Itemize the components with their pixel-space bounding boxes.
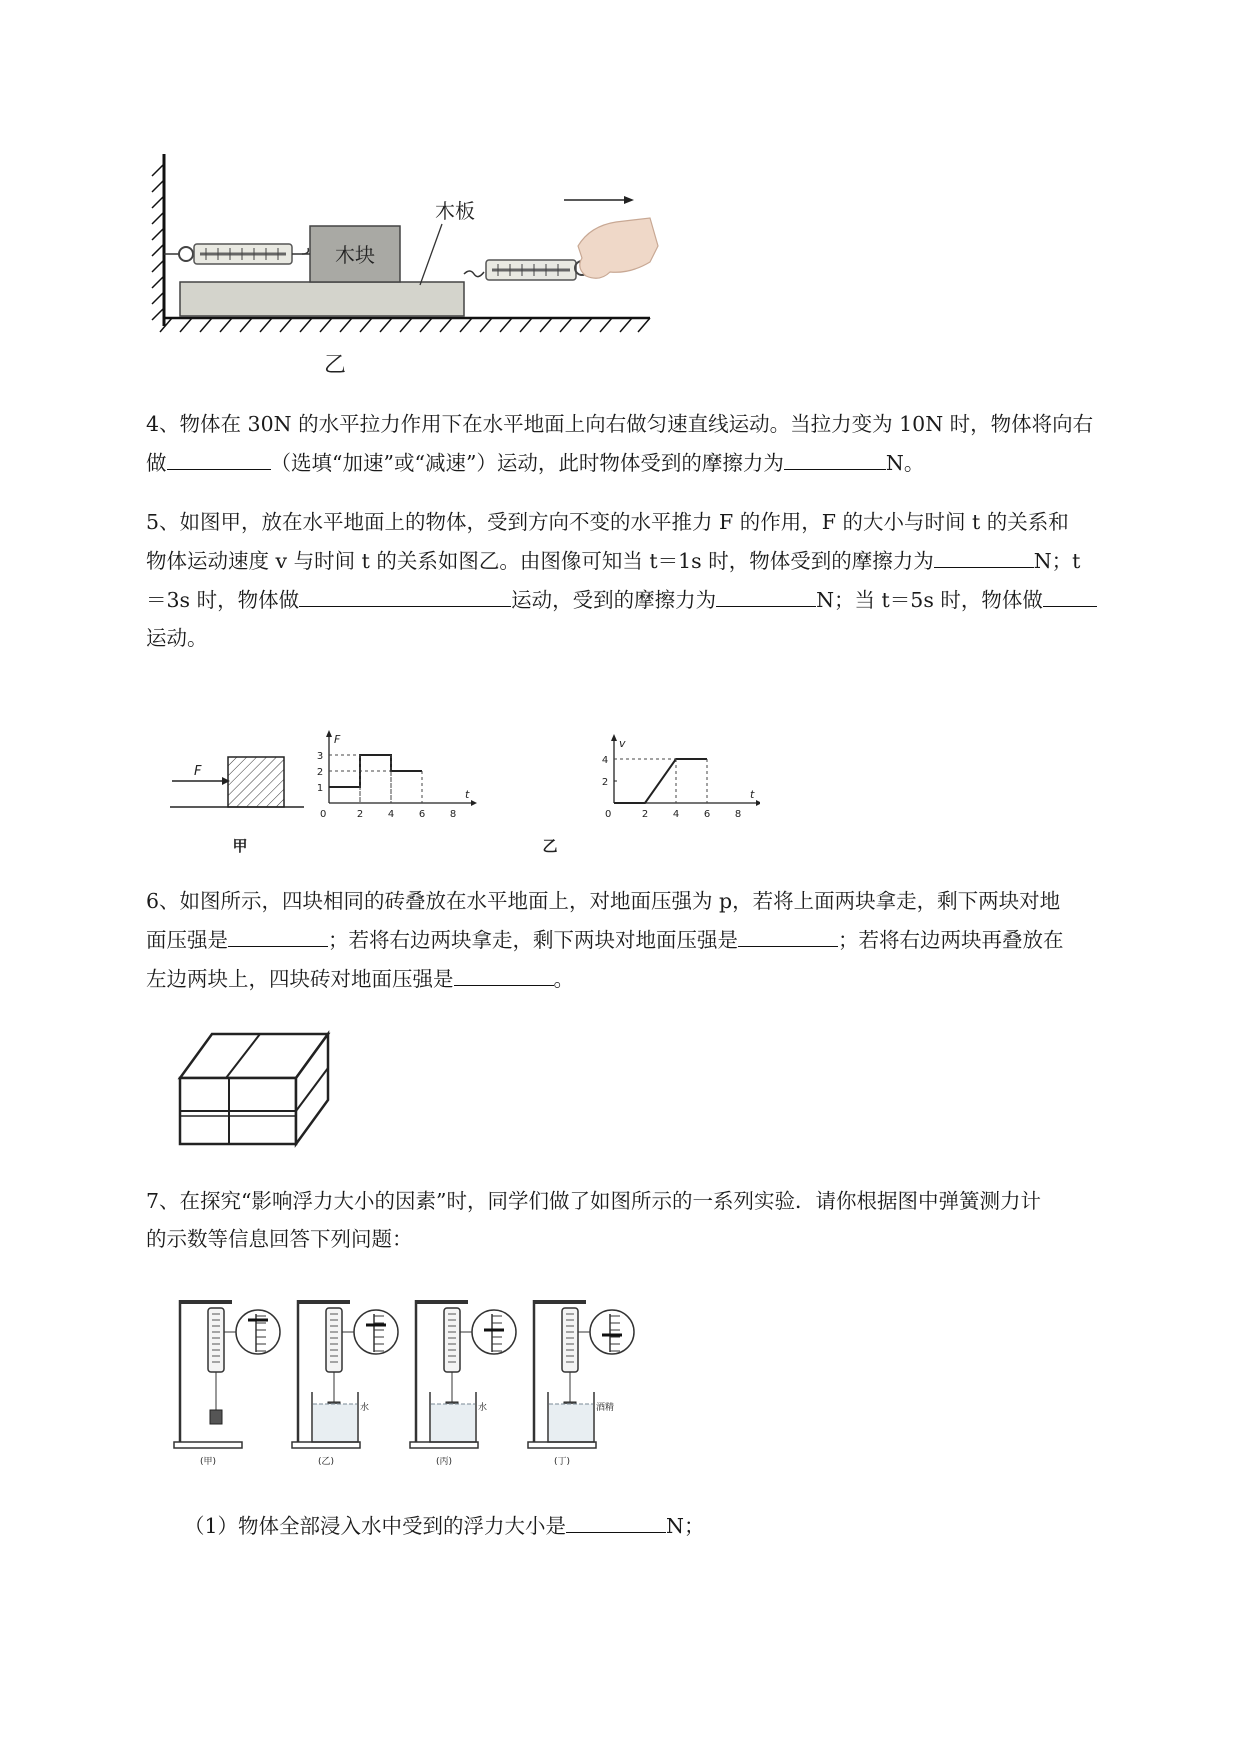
answer-blank[interactable] (228, 920, 328, 947)
y-axis-arrow (611, 734, 617, 741)
x-tick-label: 4 (672, 809, 680, 820)
answer-blank[interactable] (299, 580, 511, 607)
block-label: 木块 (335, 243, 375, 267)
q4-line-2: 做 （选填“加速”或“减速”）运动，此时物体受到的摩擦力为 N。 (146, 443, 1158, 482)
origin-label: 0 (320, 809, 327, 820)
answer-blank[interactable] (566, 1506, 666, 1533)
question-4 (146, 405, 1158, 482)
buoyancy-experiment-figure (172, 1292, 672, 1470)
y-tick-label: 2 (316, 767, 324, 778)
question-6 (146, 882, 1158, 998)
y-axis-arrow (326, 730, 332, 737)
y-axis-label: v (619, 737, 626, 750)
question-7 (146, 1182, 1158, 1258)
liquid-label: 水 (478, 1403, 488, 1413)
question-7-sub-1: （1）物体全部浸入水中受到的浮力大小是 N； (184, 1506, 1084, 1545)
board-label: 木板 (435, 199, 475, 223)
apparatus-caption: (丙) (435, 1457, 453, 1467)
x-tick-label: 6 (418, 809, 426, 820)
y-tick-label: 4 (601, 755, 609, 766)
stand-base (292, 1442, 360, 1448)
y-axis-label: F (334, 733, 341, 746)
bricks-figure (176, 1030, 336, 1152)
force-time-graph (317, 730, 477, 820)
object-block (210, 1410, 222, 1424)
x-tick-label: 6 (703, 809, 711, 820)
x-tick-label: 4 (387, 809, 395, 820)
figure-caption: 乙 (323, 353, 347, 375)
q7-line-1: 7、在探究“影响浮力大小的因素”时，同学们做了如图所示的一系列实验．请你根据图中弹簧测力计 (146, 1189, 1042, 1213)
apparatus-caption: (甲) (199, 1457, 217, 1467)
x-axis-label: t (465, 788, 470, 801)
liquid (431, 1404, 475, 1441)
x-axis-label: t (750, 788, 755, 801)
apparatus-4 (528, 1300, 634, 1467)
q6-line-1: 6、如图所示，四块相同的砖叠放在水平地面上，对地面压强为 p，若将上面两块拿走，剩下两块对地 (146, 889, 1061, 913)
liquid (313, 1404, 357, 1441)
magnifier-icon (590, 1310, 634, 1354)
apparatus-caption: (丁) (553, 1457, 571, 1467)
answer-blank[interactable] (454, 959, 554, 986)
magnifier-icon (236, 1310, 280, 1354)
x-tick-label: 2 (641, 809, 649, 820)
q7-line-2: 的示数等信息回答下列问题： (146, 1227, 413, 1251)
x-tick-label: 8 (449, 809, 457, 820)
question-5 (146, 503, 1158, 657)
apparatus-caption: (乙) (317, 1457, 335, 1467)
y-tick-label: 1 (316, 783, 324, 794)
stand-base (528, 1442, 596, 1448)
x-axis-arrow (471, 800, 477, 806)
origin-label: 0 (605, 809, 612, 820)
apparatus-1 (174, 1300, 280, 1467)
answer-blank[interactable] (784, 443, 886, 470)
x-tick-label: 8 (734, 809, 742, 820)
data-line (614, 759, 707, 803)
liquid-label: 酒精 (596, 1403, 615, 1413)
push-force-label: F (194, 764, 202, 779)
liquid-label: 水 (360, 1403, 370, 1413)
answer-blank[interactable] (1043, 580, 1097, 607)
answer-blank[interactable] (167, 443, 271, 470)
q4-line-1: 4、物体在 30N 的水平拉力作用下在水平地面上向右做匀速直线运动。当拉力变为 10N 时，物体将向右 (146, 412, 1094, 436)
liquid (549, 1404, 593, 1441)
q5-line-1: 5、如图甲，放在水平地面上的物体，受到方向不变的水平推力 F 的作用，F 的大小与时间 t 的关系和 (146, 510, 1069, 534)
answer-blank[interactable] (716, 580, 816, 607)
force-velocity-graphs-figure (170, 685, 760, 860)
velocity-time-graph (602, 734, 760, 820)
q5-line-4: 运动。 (146, 626, 208, 650)
stand-base (410, 1442, 478, 1448)
x-tick-label: 2 (356, 809, 364, 820)
magnifier-icon (354, 1310, 398, 1354)
answer-blank[interactable] (934, 541, 1034, 568)
hand-icon (578, 218, 658, 278)
q5-line-2: 物体运动速度 v 与时间 t 的关系如图乙。由图像可知当 t＝1s 时，物体受到的摩擦力为 N；t (146, 541, 1158, 580)
caption-right: 乙 (542, 837, 558, 855)
answer-blank[interactable] (738, 920, 838, 947)
apparatus-3 (410, 1300, 516, 1467)
q5-line-3: ＝3s 时，物体做 运动，受到的摩擦力为 N；当 t＝5s 时，物体做 (146, 580, 1158, 619)
magnifier-icon (472, 1310, 516, 1354)
x-axis-arrow (756, 800, 760, 806)
caption-left: 甲 (232, 837, 248, 855)
apparatus-2 (292, 1300, 398, 1467)
q6-line-3: 左边两块上，四块砖对地面压强是 。 (146, 959, 1158, 998)
stand-base (174, 1442, 242, 1448)
q6-line-2: 面压强是 ；若将右边两块拿走，剩下两块对地面压强是 ；若将右边两块再叠放在 (146, 920, 1158, 959)
y-tick-label: 2 (601, 777, 609, 788)
y-tick-label: 3 (316, 751, 324, 762)
friction-experiment-figure (130, 150, 660, 375)
